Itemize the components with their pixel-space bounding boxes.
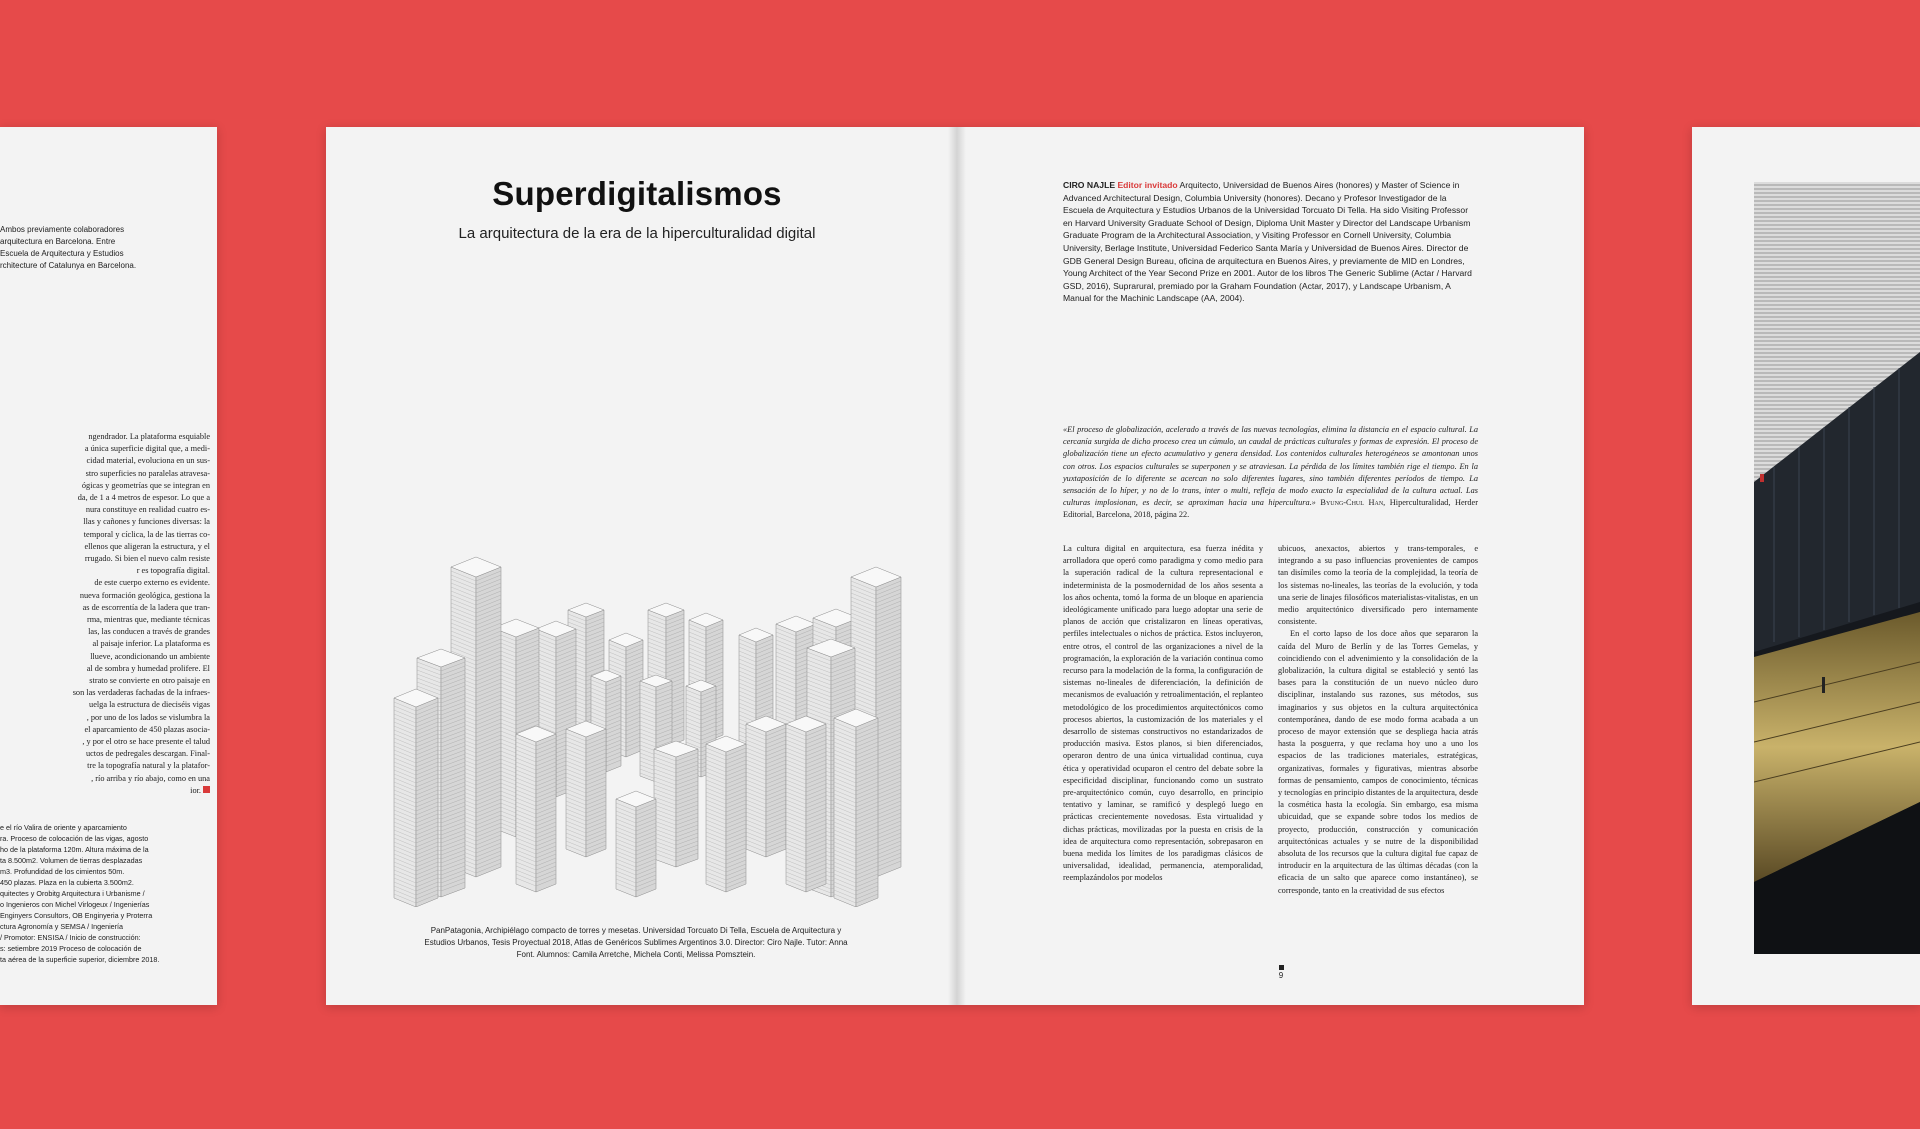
epigraph-quote [1063, 424, 1478, 522]
text-line: quitectes y Orobitg Arquitectura i Urbanisme / [0, 889, 145, 898]
spread-gutter [948, 127, 966, 1005]
text-line: , por uno de los lados se vislumbra la [86, 712, 210, 722]
text-line: Ambos previamente colaboradores [0, 225, 125, 234]
folio-mark [1279, 965, 1284, 970]
page-number [1271, 965, 1291, 980]
quote-author: Byung-Chul Han [1320, 498, 1384, 508]
body-paragraph: La cultura digital en arquitectura, esa fuerza inédita y arrolladora que operó como paradigma y como medio para la superación radical de la cultura representacional e indeterminista de la posmodernidad de los años sesenta a los años ochenta, tomó la forma de un bloque en apariencia ideológicamente unificado para luego adoptar una serie de planos de acción que cristalizaron en líneas operativas, perfiles intelectuales o nichos de práctica. Estos incluyeron, entre otros, el control de las organizaciones a nivel de la programación, la exploración de la variación continua como recurso para la modelación de la forma, la configuración de sistemas no-lineales de diferenciación, la definición de mecanismos de evaluación y retroalimentación, el replanteo metodológico de los procedimientos arquitectónicos como procesos abiertos, la customización de los materiales y el desarrollo de sistemas constructivos no estandarizados de producción masiva. Estos planos, si bien diferenciados, operaron dentro de una única virtualidad continua, cuya ética y operatividad ocuparon el centro del debate sobre la especificidad disciplinar, funcionando como un sustrato pre-arquitectónico común, cuyo desarrollo, en principio tentativo y laminar, se ramificó y desplegó luego en prácticas crecientemente novedosas. Esta virtualidad y dichas prácticas, movilizadas por la puesta en crisis de la idea de arquitectura como representación, sobrepasaron en buena medida los límites de los paradigmas clásicos de universalidad, idealidad, permanencia, atemporalidad, reemplazándolos por modelos [1063, 544, 1263, 883]
right-partial-page [1692, 127, 1920, 1005]
text-line: ta aérea de la superficie superior, diciembre 2018. [0, 955, 160, 964]
building-photo-graphic [1754, 182, 1920, 954]
left-credits-text [0, 822, 210, 965]
magazine-spread [326, 127, 1584, 1005]
text-line: nura constituye en realidad cuatro es- [85, 505, 210, 515]
text-line: nueva formación geológica, gestiona la [79, 590, 210, 600]
text-line: 450 plazas. Plaza en la cubierta 3.500m2. [0, 878, 134, 887]
text-line: da, de 1 a 4 metros de espesor. Lo que a [77, 493, 210, 503]
text-line: a única superficie digital que, a medi- [84, 444, 210, 454]
tower-block [786, 716, 826, 892]
text-line: son las verdaderas fachadas de la infraes- [72, 688, 210, 698]
text-line: ógicas y geometrías que se integran en [81, 480, 210, 490]
tower-block [654, 741, 698, 867]
text-line: r es topografía digital. [136, 566, 210, 576]
text-line: al de sombra y humedad prolifere. El [86, 663, 210, 673]
tower-block [706, 736, 746, 892]
tower-block [566, 721, 606, 857]
illustration-caption: PanPatagonia, Archipiélago compacto de torres y mesetas. Universidad Torcuato Di Tella, Escuela de Arquitectura y Estudios Urbanos, Tesis Proyectual 2018, Atlas de Genéricos Sublimes Argentinos 3.0. Director: Ciro Najle. Tutor: Anna Font. Alumnos: Camila Arretche, Michela Conti, Melissa Pomsztein. [424, 926, 848, 959]
building-night-photo [1754, 182, 1920, 954]
text-line: cidad material, evoluciona en un sus- [86, 456, 210, 466]
text-line: de este cuerpo externo es evidente. [94, 578, 210, 588]
tower-block [394, 689, 438, 907]
text-line: m3. Profundidad de los cimientos 50m. [0, 867, 125, 876]
tower-block [746, 716, 786, 857]
left-body-text [0, 431, 210, 797]
text-line: Escuela de Arquitectura y Estudios [0, 249, 124, 258]
text-line: las, las conducen a través de grandes [88, 627, 210, 637]
tower-block [616, 791, 656, 897]
text-line: o Ingenieros con Michel Virlogeux / Ingenierías [0, 900, 150, 909]
axonometric-towers-illustration [356, 437, 916, 907]
text-line: stro superficies no paralelas atravesa- [85, 468, 210, 478]
bio-text: Arquitecto, Universidad de Buenos Aires (honores) y Master of Science in Advanced Architectural Design, Columbia University (honores). Decano y Profesor Investigador de la Escuela de Arquitectura y Estudios Urbanos de la Universidad Torcuato Di Tella. Ha sido Visiting Professor en Harvard University Graduate School of Design, Diploma Unit Master y Director del Landscape Urbanism Graduate Program de la Architectural Association, y Visiting Professor en Cornell University, Columbia University, Berlage Institute, Universidad Federico Santa María y Universidad de Buenos Aires. Director de GDB General Design Bureau, oficina de arquitectura en Buenos Aires, y previamente de MID en Londres, Young Architect of the Year Second Prize en 2001. Autor de los libros The Generic Sublime (Actar / Harvard GSD, 2016), Suprarural, premiado por la Graham Foundation (Actar, 2017), y Landscape Urbanism, A Manual for the Machinic Landscape (AA, 2004). [1063, 180, 1472, 304]
editor-bio [1063, 179, 1478, 305]
text-line: s: setiembre 2019 Proceso de colocación de [0, 944, 142, 953]
text-line: ellenos que aligeran la estructura, y el [84, 541, 210, 551]
text-line: llueve, acondicionando un ambiente [90, 651, 210, 661]
text-line: uelga la estructura de dieciséis vigas [89, 700, 210, 710]
text-line: as de escorrentía de la ladera que tran- [82, 602, 210, 612]
quote-source: , Hiperculturalidad, Herder Editorial, Barcelona, 2018, página 22. [1063, 498, 1478, 520]
text-line: temporal y cíclica, la de las tierras co- [83, 529, 210, 539]
text-line: llas y cañones y funciones diversas: la [83, 517, 210, 527]
article-subtitle: La arquitectura de la era de la hiperculturalidad digital [458, 225, 816, 242]
text-line: rchitecture of Catalunya en Barcelona. [0, 261, 137, 270]
text-line: / Promotor: ENSISA / Inicio de construcción: [0, 933, 141, 942]
text-line: Enginyers Consultors, OB Enginyeria y Proterra [0, 911, 153, 920]
text-line: ho de la plataforma 120m. Altura máxima de la [0, 845, 149, 854]
body-column-1 [1063, 543, 1263, 885]
tower-block [516, 726, 556, 892]
text-line: ior. [0, 785, 210, 797]
text-line: , y por el otro se hace presente el talud [82, 737, 210, 747]
quote-text: «El proceso de globalización, acelerado a través de las nuevas tecnologías, elimina la distancia en el espacio cultural. La cercanía surgida de dicho proceso crea un cúmulo, un caudal de prácticas culturales y formas de expresión. El proceso de globalización tiene un efecto acumulativo y genera densidad. Los contenidos culturales heterogéneos se amontonan unos con otros. Los espacios culturales se superponen y se atraviesan. La pérdida de los límites también rige el tiempo. En la yuxtaposición de lo diferente se acercan no solo diferentes lugares, sino también diferentes períodos de tiempo. La sensación de lo híper, y no de lo trans, inter o multi, refleja de modo exacto la especialidad de la cultura actual. Las culturas implosionan, es decir, se aproximan hacia una hipercultura.» [1063, 425, 1478, 508]
text-line: rma, mientras que, mediante técnicas [86, 615, 210, 625]
text-line: ngendrador. La plataforma esquiable [88, 432, 210, 441]
body-column-2 [1278, 543, 1478, 897]
article-title: Superdigitalismos [492, 175, 782, 212]
text-line: ctura Agronomía y SEMSA / Ingeniería [0, 922, 124, 931]
text-line: arquitectura en Barcelona. Entre [0, 237, 116, 246]
text-line: tre la topografía natural y la platafor- [87, 761, 210, 771]
text-line: uctos de pedregales descargan. Final- [85, 749, 210, 759]
tower-block [834, 709, 878, 907]
text-line: e el río Valira de oriente y aparcamiento [0, 823, 127, 832]
text-line: rrugado. Si bien el nuevo calm resiste [84, 554, 210, 564]
bio-role: Editor invitado [1117, 180, 1178, 190]
text-line: ra. Proceso de colocación de las vigas, agosto [0, 834, 149, 843]
body-paragraph: ubicuos, anexactos, abiertos y trans-temporales, e integrando a su paso influencias provenientes de campos tan disímiles como la teoría de la complejidad, la teoría de los sistemas no-lineales, las teorías de la evolución, y toda una serie de linajes filosóficos materialistas-vitalistas, en un medio arquitectónico diversificado pero internamente consistente. [1278, 544, 1478, 627]
left-intro-text [0, 224, 200, 272]
text-line: , río arriba y río abajo, como en una [91, 773, 210, 783]
body-paragraph: En el corto lapso de los doce años que separaron la caída del Muro de Berlín y de las Torres Gemelas, y coincidiendo con el advenimiento y la consolidación de la globalización, la cultura digital se estableció y sentó las bases para la constitución de un nuevo núcleo duro disciplinar, instalando sus razones, sus métodos, sus imaginarios y sus objetos en la cultura arquitectónica contemporánea, dando de ese modo forma acabada a un proceso de mayor extensión que se despliega hacia atrás hasta la posguerra, y que reclama hoy uno a uno los espacios de las tradiciones materiales, estratégicas, organizativas, formales y figurativas, mientras absorbe formas de pensamiento, campos de conocimiento, técnicas y tecnologías en principio distantes de la arquitectura, desde la cosmética hasta la ecología. Sin embargo, esa misma ubicuidad, que se expande sobre todos los medios de proyecto, producción, construcción y comunicación arquitectónicas actuales y se nutre de la disponibilidad absoluta de los recursos que la cultura digital fue capaz de introducir en la arquitectura de las últimas décadas (con la eficacia de un salto que aparece como instantáneo), se corresponde, tanto en la creatividad de sus efectos [1278, 629, 1478, 895]
bio-name: CIRO NAJLE [1063, 180, 1116, 190]
text-line: ta 8.500m2. Volumen de tierras desplazadas [0, 856, 143, 865]
text-line: el aparcamiento de 450 plazas asocia- [84, 724, 210, 734]
left-partial-page [0, 127, 217, 1005]
end-mark-square [203, 786, 210, 793]
text-line: strato se convierte en otro paisaje en [89, 676, 210, 686]
text-line: al paisaje inferior. La plataforma es [92, 639, 210, 649]
page-number-text: 9 [1278, 971, 1284, 980]
